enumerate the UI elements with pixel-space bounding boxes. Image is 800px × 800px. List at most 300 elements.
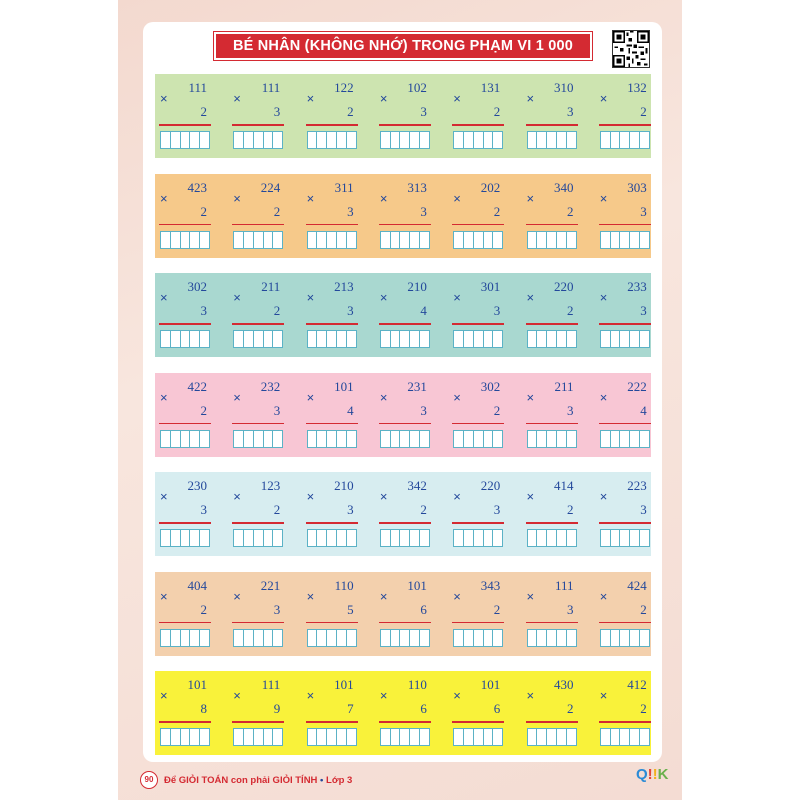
answer-boxes[interactable] bbox=[307, 131, 357, 149]
answer-cell[interactable] bbox=[620, 729, 630, 745]
answer-cell[interactable] bbox=[410, 729, 420, 745]
answer-cell[interactable] bbox=[161, 729, 171, 745]
answer-boxes[interactable] bbox=[527, 728, 577, 746]
answer-cell[interactable] bbox=[493, 530, 502, 546]
answer-cell[interactable] bbox=[611, 232, 621, 248]
answer-cell[interactable] bbox=[381, 232, 391, 248]
answer-cell[interactable] bbox=[234, 132, 244, 148]
answer-cell[interactable] bbox=[630, 729, 640, 745]
answer-cell[interactable] bbox=[547, 530, 557, 546]
answer-cell[interactable] bbox=[547, 232, 557, 248]
answer-cell[interactable] bbox=[400, 530, 410, 546]
answer-cell[interactable] bbox=[601, 431, 611, 447]
answer-cell[interactable] bbox=[264, 729, 274, 745]
answer-cell[interactable] bbox=[484, 331, 494, 347]
answer-cell[interactable] bbox=[181, 132, 191, 148]
answer-cell[interactable] bbox=[317, 431, 327, 447]
answer-boxes[interactable] bbox=[160, 231, 210, 249]
answer-cell[interactable] bbox=[537, 431, 547, 447]
answer-cell[interactable] bbox=[528, 331, 538, 347]
answer-cell[interactable] bbox=[244, 232, 254, 248]
answer-cell[interactable] bbox=[171, 630, 181, 646]
answer-cell[interactable] bbox=[454, 530, 464, 546]
answer-cell[interactable] bbox=[317, 331, 327, 347]
answer-cell[interactable] bbox=[454, 132, 464, 148]
answer-cell[interactable] bbox=[273, 729, 282, 745]
answer-cell[interactable] bbox=[161, 630, 171, 646]
answer-cell[interactable] bbox=[454, 331, 464, 347]
answer-cell[interactable] bbox=[254, 431, 264, 447]
answer-cell[interactable] bbox=[601, 729, 611, 745]
answer-cell[interactable] bbox=[381, 331, 391, 347]
multiplication-problem bbox=[304, 671, 360, 755]
answer-cell[interactable] bbox=[547, 729, 557, 745]
answer-cell[interactable] bbox=[484, 530, 494, 546]
answer-cell[interactable] bbox=[640, 331, 649, 347]
answer-cell[interactable] bbox=[464, 132, 474, 148]
answer-boxes[interactable] bbox=[380, 629, 430, 647]
answer-cell[interactable] bbox=[273, 431, 282, 447]
answer-boxes[interactable] bbox=[453, 529, 503, 547]
answer-cell[interactable] bbox=[537, 331, 547, 347]
answer-cell[interactable] bbox=[244, 729, 254, 745]
answer-cell[interactable] bbox=[611, 431, 621, 447]
answer-cell[interactable] bbox=[391, 729, 401, 745]
answer-cell[interactable] bbox=[337, 729, 347, 745]
answer-cell[interactable] bbox=[567, 630, 576, 646]
answer-cell[interactable] bbox=[493, 431, 502, 447]
answer-cell[interactable] bbox=[557, 729, 567, 745]
answer-cell[interactable] bbox=[317, 630, 327, 646]
answer-cell[interactable] bbox=[244, 630, 254, 646]
answer-cell[interactable] bbox=[484, 431, 494, 447]
answer-cell[interactable] bbox=[611, 331, 621, 347]
answer-cell[interactable] bbox=[620, 630, 630, 646]
answer-cell[interactable] bbox=[493, 132, 502, 148]
answer-boxes[interactable] bbox=[307, 231, 357, 249]
answer-cell[interactable] bbox=[474, 729, 484, 745]
answer-cell[interactable] bbox=[400, 630, 410, 646]
answer-cell[interactable] bbox=[391, 530, 401, 546]
answer-boxes[interactable] bbox=[453, 430, 503, 448]
answer-cell[interactable] bbox=[454, 729, 464, 745]
answer-boxes[interactable] bbox=[233, 529, 283, 547]
answer-cell[interactable] bbox=[337, 331, 347, 347]
answer-cell[interactable] bbox=[171, 729, 181, 745]
answer-cell[interactable] bbox=[273, 132, 282, 148]
answer-boxes[interactable] bbox=[160, 430, 210, 448]
answer-cell[interactable] bbox=[337, 530, 347, 546]
answer-cell[interactable] bbox=[484, 232, 494, 248]
answer-cell[interactable] bbox=[181, 729, 191, 745]
answer-boxes[interactable] bbox=[307, 728, 357, 746]
answer-boxes[interactable] bbox=[380, 529, 430, 547]
answer-cell[interactable] bbox=[337, 431, 347, 447]
answer-cell[interactable] bbox=[400, 132, 410, 148]
answer-boxes[interactable] bbox=[600, 330, 650, 348]
answer-cell[interactable] bbox=[601, 331, 611, 347]
answer-cell[interactable] bbox=[264, 431, 274, 447]
answer-cell[interactable] bbox=[347, 530, 356, 546]
answer-cell[interactable] bbox=[347, 331, 356, 347]
answer-boxes[interactable] bbox=[160, 131, 210, 149]
answer-cell[interactable] bbox=[347, 630, 356, 646]
answer-cell[interactable] bbox=[493, 331, 502, 347]
answer-cell[interactable] bbox=[537, 232, 547, 248]
answer-cell[interactable] bbox=[464, 431, 474, 447]
answer-cell[interactable] bbox=[400, 232, 410, 248]
answer-boxes[interactable] bbox=[527, 529, 577, 547]
answer-cell[interactable] bbox=[464, 630, 474, 646]
answer-cell[interactable] bbox=[200, 630, 209, 646]
answer-cell[interactable] bbox=[567, 232, 576, 248]
answer-cell[interactable] bbox=[234, 729, 244, 745]
answer-boxes[interactable] bbox=[527, 629, 577, 647]
answer-cell[interactable] bbox=[391, 132, 401, 148]
answer-cell[interactable] bbox=[567, 729, 576, 745]
answer-cell[interactable] bbox=[640, 132, 649, 148]
answer-cell[interactable] bbox=[190, 630, 200, 646]
answer-cell[interactable] bbox=[308, 630, 318, 646]
answer-cell[interactable] bbox=[528, 530, 538, 546]
answer-cell[interactable] bbox=[200, 232, 209, 248]
result-line bbox=[379, 224, 431, 226]
answer-cell[interactable] bbox=[317, 132, 327, 148]
answer-cell[interactable] bbox=[601, 530, 611, 546]
multiplier: 2 bbox=[493, 203, 501, 219]
answer-cell[interactable] bbox=[161, 331, 171, 347]
answer-cell[interactable] bbox=[493, 232, 502, 248]
answer-cell[interactable] bbox=[254, 530, 264, 546]
answer-cell[interactable] bbox=[537, 630, 547, 646]
answer-boxes[interactable] bbox=[160, 330, 210, 348]
answer-cell[interactable] bbox=[410, 232, 420, 248]
answer-boxes[interactable] bbox=[233, 430, 283, 448]
answer-cell[interactable] bbox=[640, 232, 649, 248]
answer-cell[interactable] bbox=[630, 232, 640, 248]
answer-cell[interactable] bbox=[484, 132, 494, 148]
answer-cell[interactable] bbox=[557, 431, 567, 447]
answer-boxes[interactable] bbox=[380, 231, 430, 249]
answer-boxes[interactable] bbox=[380, 430, 430, 448]
answer-cell[interactable] bbox=[264, 132, 274, 148]
answer-cell[interactable] bbox=[234, 232, 244, 248]
answer-cell[interactable] bbox=[264, 630, 274, 646]
answer-cell[interactable] bbox=[620, 530, 630, 546]
answer-cell[interactable] bbox=[410, 630, 420, 646]
answer-cell[interactable] bbox=[234, 630, 244, 646]
answer-cell[interactable] bbox=[620, 132, 630, 148]
answer-cell[interactable] bbox=[161, 431, 171, 447]
answer-cell[interactable] bbox=[308, 530, 318, 546]
answer-cell[interactable] bbox=[244, 431, 254, 447]
answer-cell[interactable] bbox=[161, 132, 171, 148]
answer-cell[interactable] bbox=[528, 729, 538, 745]
answer-cell[interactable] bbox=[474, 530, 484, 546]
answer-boxes[interactable] bbox=[380, 131, 430, 149]
answer-boxes[interactable] bbox=[600, 529, 650, 547]
answer-cell[interactable] bbox=[254, 729, 264, 745]
answer-cell[interactable] bbox=[347, 132, 356, 148]
answer-cell[interactable] bbox=[381, 530, 391, 546]
answer-cell[interactable] bbox=[547, 630, 557, 646]
answer-cell[interactable] bbox=[528, 630, 538, 646]
answer-cell[interactable] bbox=[200, 331, 209, 347]
answer-boxes[interactable] bbox=[453, 330, 503, 348]
answer-cell[interactable] bbox=[317, 232, 327, 248]
answer-cell[interactable] bbox=[493, 630, 502, 646]
answer-boxes[interactable] bbox=[160, 629, 210, 647]
answer-boxes[interactable] bbox=[453, 728, 503, 746]
answer-cell[interactable] bbox=[410, 331, 420, 347]
answer-cell[interactable] bbox=[381, 630, 391, 646]
answer-cell[interactable] bbox=[537, 530, 547, 546]
answer-boxes[interactable] bbox=[527, 231, 577, 249]
answer-cell[interactable] bbox=[640, 431, 649, 447]
answer-cell[interactable] bbox=[640, 530, 649, 546]
answer-cell[interactable] bbox=[337, 630, 347, 646]
answer-cell[interactable] bbox=[254, 132, 264, 148]
answer-cell[interactable] bbox=[200, 530, 209, 546]
answer-cell[interactable] bbox=[190, 729, 200, 745]
answer-cell[interactable] bbox=[190, 132, 200, 148]
answer-cell[interactable] bbox=[528, 132, 538, 148]
answer-boxes[interactable] bbox=[233, 231, 283, 249]
answer-cell[interactable] bbox=[181, 530, 191, 546]
answer-cell[interactable] bbox=[620, 331, 630, 347]
answer-cell[interactable] bbox=[234, 331, 244, 347]
answer-cell[interactable] bbox=[601, 630, 611, 646]
answer-cell[interactable] bbox=[547, 331, 557, 347]
answer-cell[interactable] bbox=[264, 331, 274, 347]
answer-cell[interactable] bbox=[317, 530, 327, 546]
answer-cell[interactable] bbox=[474, 431, 484, 447]
answer-cell[interactable] bbox=[244, 132, 254, 148]
answer-boxes[interactable] bbox=[160, 529, 210, 547]
answer-cell[interactable] bbox=[181, 331, 191, 347]
answer-boxes[interactable] bbox=[527, 430, 577, 448]
multiplication-problem bbox=[597, 273, 653, 357]
answer-cell[interactable] bbox=[327, 729, 337, 745]
answer-cell[interactable] bbox=[611, 530, 621, 546]
answer-boxes[interactable] bbox=[600, 629, 650, 647]
answer-boxes[interactable] bbox=[600, 231, 650, 249]
answer-cell[interactable] bbox=[420, 132, 429, 148]
answer-cell[interactable] bbox=[464, 232, 474, 248]
answer-cell[interactable] bbox=[420, 232, 429, 248]
answer-boxes[interactable] bbox=[453, 629, 503, 647]
answer-cell[interactable] bbox=[171, 331, 181, 347]
answer-cell[interactable] bbox=[493, 729, 502, 745]
answer-cell[interactable] bbox=[327, 232, 337, 248]
answer-cell[interactable] bbox=[620, 232, 630, 248]
answer-cell[interactable] bbox=[611, 729, 621, 745]
answer-cell[interactable] bbox=[474, 331, 484, 347]
answer-boxes[interactable] bbox=[233, 728, 283, 746]
answer-cell[interactable] bbox=[308, 431, 318, 447]
answer-cell[interactable] bbox=[620, 431, 630, 447]
answer-cell[interactable] bbox=[244, 331, 254, 347]
answer-cell[interactable] bbox=[547, 132, 557, 148]
answer-cell[interactable] bbox=[547, 431, 557, 447]
answer-cell[interactable] bbox=[420, 530, 429, 546]
answer-cell[interactable] bbox=[273, 630, 282, 646]
answer-cell[interactable] bbox=[630, 431, 640, 447]
answer-cell[interactable] bbox=[254, 331, 264, 347]
answer-cell[interactable] bbox=[317, 729, 327, 745]
answer-boxes[interactable] bbox=[307, 330, 357, 348]
answer-cell[interactable] bbox=[557, 331, 567, 347]
answer-boxes[interactable] bbox=[307, 529, 357, 547]
answer-cell[interactable] bbox=[420, 431, 429, 447]
answer-cell[interactable] bbox=[611, 630, 621, 646]
answer-cell[interactable] bbox=[381, 729, 391, 745]
answer-boxes[interactable] bbox=[527, 131, 577, 149]
answer-cell[interactable] bbox=[484, 630, 494, 646]
answer-cell[interactable] bbox=[161, 530, 171, 546]
answer-cell[interactable] bbox=[611, 132, 621, 148]
answer-cell[interactable] bbox=[171, 132, 181, 148]
answer-cell[interactable] bbox=[327, 132, 337, 148]
answer-boxes[interactable] bbox=[233, 629, 283, 647]
answer-cell[interactable] bbox=[567, 331, 576, 347]
answer-cell[interactable] bbox=[327, 530, 337, 546]
answer-cell[interactable] bbox=[567, 431, 576, 447]
answer-cell[interactable] bbox=[234, 431, 244, 447]
answer-cell[interactable] bbox=[464, 530, 474, 546]
answer-cell[interactable] bbox=[528, 431, 538, 447]
answer-cell[interactable] bbox=[381, 431, 391, 447]
answer-cell[interactable] bbox=[537, 132, 547, 148]
answer-cell[interactable] bbox=[347, 232, 356, 248]
answer-cell[interactable] bbox=[484, 729, 494, 745]
answer-cell[interactable] bbox=[630, 630, 640, 646]
answer-cell[interactable] bbox=[420, 331, 429, 347]
answer-boxes[interactable] bbox=[600, 728, 650, 746]
answer-boxes[interactable] bbox=[453, 131, 503, 149]
answer-cell[interactable] bbox=[391, 630, 401, 646]
answer-cell[interactable] bbox=[200, 431, 209, 447]
answer-cell[interactable] bbox=[630, 331, 640, 347]
answer-cell[interactable] bbox=[474, 132, 484, 148]
answer-cell[interactable] bbox=[190, 530, 200, 546]
answer-cell[interactable] bbox=[190, 331, 200, 347]
answer-cell[interactable] bbox=[464, 729, 474, 745]
answer-cell[interactable] bbox=[181, 431, 191, 447]
answer-cell[interactable] bbox=[337, 132, 347, 148]
answer-cell[interactable] bbox=[567, 530, 576, 546]
answer-cell[interactable] bbox=[181, 232, 191, 248]
answer-cell[interactable] bbox=[254, 232, 264, 248]
answer-cell[interactable] bbox=[190, 431, 200, 447]
answer-cell[interactable] bbox=[557, 530, 567, 546]
answer-cell[interactable] bbox=[391, 431, 401, 447]
answer-cell[interactable] bbox=[400, 729, 410, 745]
answer-boxes[interactable] bbox=[380, 728, 430, 746]
answer-cell[interactable] bbox=[640, 729, 649, 745]
answer-cell[interactable] bbox=[327, 431, 337, 447]
answer-cell[interactable] bbox=[601, 132, 611, 148]
answer-cell[interactable] bbox=[190, 232, 200, 248]
answer-cell[interactable] bbox=[171, 232, 181, 248]
answer-cell[interactable] bbox=[454, 431, 464, 447]
answer-cell[interactable] bbox=[308, 729, 318, 745]
answer-cell[interactable] bbox=[557, 132, 567, 148]
answer-cell[interactable] bbox=[347, 431, 356, 447]
answer-cell[interactable] bbox=[171, 530, 181, 546]
answer-cell[interactable] bbox=[410, 431, 420, 447]
answer-cell[interactable] bbox=[181, 630, 191, 646]
answer-cell[interactable] bbox=[273, 530, 282, 546]
result-line bbox=[526, 522, 578, 524]
answer-cell[interactable] bbox=[381, 132, 391, 148]
answer-cell[interactable] bbox=[244, 530, 254, 546]
answer-cell[interactable] bbox=[171, 431, 181, 447]
answer-boxes[interactable] bbox=[233, 131, 283, 149]
answer-cell[interactable] bbox=[391, 331, 401, 347]
answer-boxes[interactable] bbox=[453, 231, 503, 249]
answer-cell[interactable] bbox=[264, 232, 274, 248]
answer-cell[interactable] bbox=[630, 530, 640, 546]
answer-cell[interactable] bbox=[630, 132, 640, 148]
answer-cell[interactable] bbox=[308, 232, 318, 248]
answer-cell[interactable] bbox=[308, 331, 318, 347]
answer-cell[interactable] bbox=[200, 132, 209, 148]
answer-boxes[interactable] bbox=[380, 330, 430, 348]
answer-cell[interactable] bbox=[410, 530, 420, 546]
answer-boxes[interactable] bbox=[307, 629, 357, 647]
answer-cell[interactable] bbox=[337, 232, 347, 248]
answer-cell[interactable] bbox=[161, 232, 171, 248]
answer-cell[interactable] bbox=[308, 132, 318, 148]
answer-cell[interactable] bbox=[347, 729, 356, 745]
result-line bbox=[599, 522, 651, 524]
answer-cell[interactable] bbox=[264, 530, 274, 546]
answer-cell[interactable] bbox=[327, 331, 337, 347]
answer-boxes[interactable] bbox=[527, 330, 577, 348]
answer-cell[interactable] bbox=[557, 232, 567, 248]
answer-cell[interactable] bbox=[464, 331, 474, 347]
answer-boxes[interactable] bbox=[307, 430, 357, 448]
answer-cell[interactable] bbox=[640, 630, 649, 646]
answer-cell[interactable] bbox=[400, 431, 410, 447]
answer-boxes[interactable] bbox=[600, 430, 650, 448]
answer-cell[interactable] bbox=[420, 630, 429, 646]
answer-cell[interactable] bbox=[200, 729, 209, 745]
answer-cell[interactable] bbox=[391, 232, 401, 248]
answer-boxes[interactable] bbox=[233, 330, 283, 348]
answer-cell[interactable] bbox=[410, 132, 420, 148]
answer-cell[interactable] bbox=[474, 232, 484, 248]
answer-boxes[interactable] bbox=[600, 131, 650, 149]
answer-cell[interactable] bbox=[327, 630, 337, 646]
answer-cell[interactable] bbox=[400, 331, 410, 347]
answer-cell[interactable] bbox=[528, 232, 538, 248]
answer-cell[interactable] bbox=[273, 232, 282, 248]
answer-cell[interactable] bbox=[234, 530, 244, 546]
answer-cell[interactable] bbox=[454, 232, 464, 248]
answer-cell[interactable] bbox=[567, 132, 576, 148]
answer-cell[interactable] bbox=[454, 630, 464, 646]
answer-cell[interactable] bbox=[601, 232, 611, 248]
answer-cell[interactable] bbox=[420, 729, 429, 745]
answer-cell[interactable] bbox=[474, 630, 484, 646]
answer-cell[interactable] bbox=[537, 729, 547, 745]
answer-cell[interactable] bbox=[273, 331, 282, 347]
answer-boxes[interactable] bbox=[160, 728, 210, 746]
answer-cell[interactable] bbox=[254, 630, 264, 646]
answer-cell[interactable] bbox=[557, 630, 567, 646]
